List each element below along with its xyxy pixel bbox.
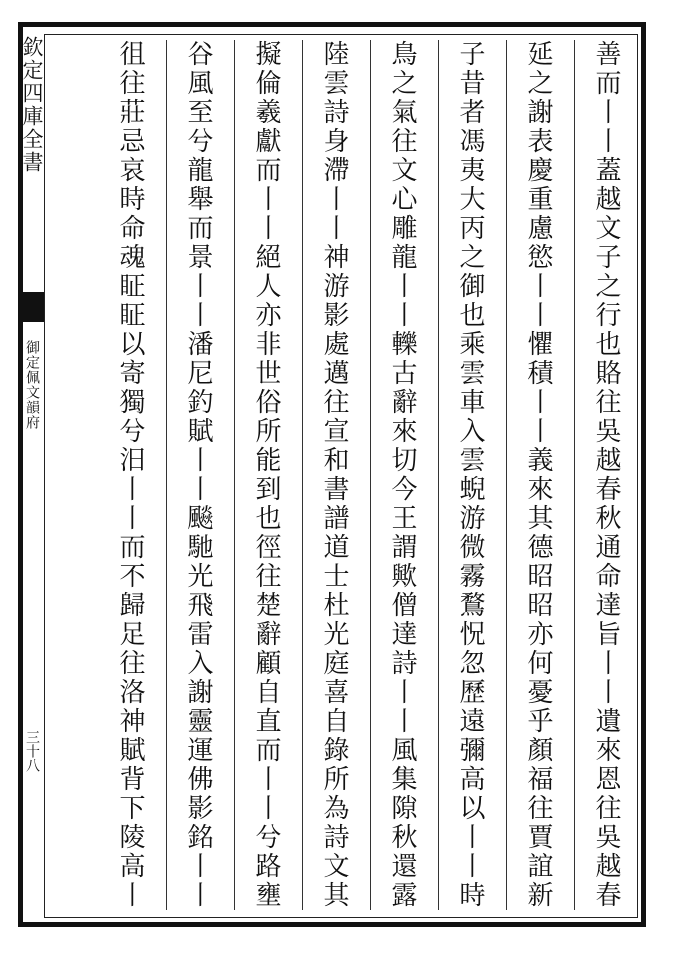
column-rule	[234, 40, 235, 910]
text-column-6: 擬倫羲獻而丨丨絕人亦非世俗所能到也徑往楚辭顧自直而丨丨兮路壅	[251, 40, 281, 910]
text-column-7: 谷風至兮龍舉而景丨丨潘尼釣賦丨丨飈馳光飛雷入謝靈運佛影銘丨丨	[183, 40, 213, 910]
text-column-2: 延之謝表慶重慮慾丨丨懼積丨丨義來其德昭昭亦何憂乎顏福往賈誼新	[523, 40, 553, 910]
book-title: 欽定四庫全書	[20, 36, 44, 174]
column-rule	[438, 40, 439, 910]
margin-column	[20, 30, 44, 920]
page-number: 三十八	[24, 730, 40, 772]
text-column-1: 善而丨丨蓋越文子之行也賂往吳越春秋通命達旨丨丨遺來恩往吳越春	[591, 40, 621, 910]
column-rule	[574, 40, 575, 910]
text-column-4: 鳥之氣往文心雕龍丨丨轢古辭來切今王謂歟僧達詩丨丨風集隙秋還露	[387, 40, 417, 910]
column-rule	[302, 40, 303, 910]
column-rule	[166, 40, 167, 910]
volume-title: 御定佩文韻府	[24, 340, 40, 430]
fish-tail-mark	[20, 292, 44, 322]
text-column-5: 陸雲詩身滯丨丨神游影處邁往宣和書譜道士杜光庭喜自錄所為詩文其	[319, 40, 349, 910]
text-column-8: 徂往莊忌哀時命魂眐眐以寄獨兮汨丨丨而不歸足往洛神賦背下陵高丨	[115, 40, 145, 910]
column-rule	[506, 40, 507, 910]
column-rule	[370, 40, 371, 910]
text-column-3: 子昔者馮夷大丙之御也乘雲車入雲蜺游微霧鶩怳忽歷遠彌高以丨丨時	[455, 40, 485, 910]
